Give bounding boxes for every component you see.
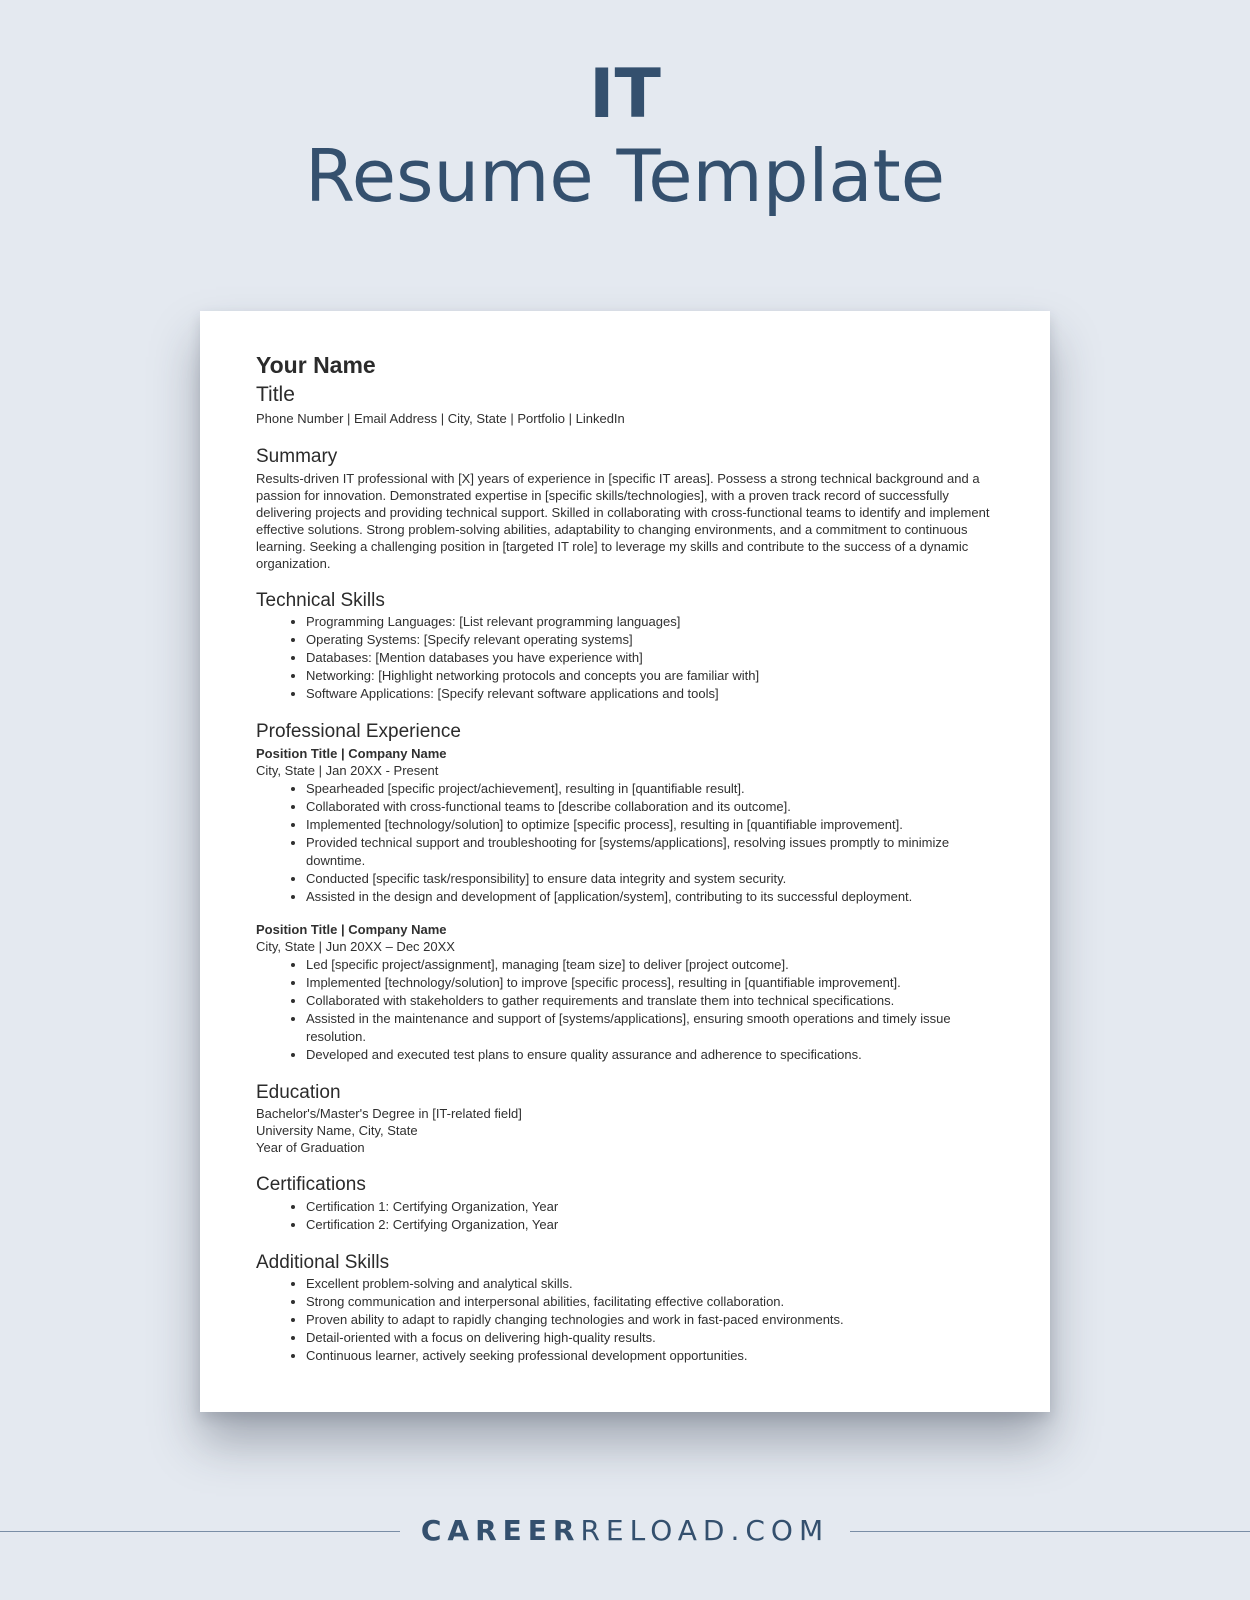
- education-university: University Name, City, State: [256, 1122, 418, 1138]
- additional-skills-section: [256, 1251, 994, 1366]
- certifications-section: [256, 1173, 994, 1234]
- footer-divider-left: [0, 1531, 400, 1532]
- footer-divider-right: [850, 1531, 1250, 1532]
- footer-brand-bold: CAREER: [420, 1514, 581, 1547]
- job-meta: City, State | Jan 20XX - Present: [256, 763, 439, 779]
- job-entry: [256, 921, 994, 1064]
- list-item: • Collaborated with cross-functional teams to [describe collaboration and its outcome].: [306, 798, 994, 816]
- certifications-heading: Certifications: [256, 1173, 366, 1195]
- list-item: • Conducted [specific task/responsibility] to ensure data integrity and system security.: [306, 870, 994, 888]
- list-item: • Led [specific project/assignment], managing [team size] to deliver [project outcome].: [306, 956, 994, 974]
- list-item: • Networking: [Highlight networking protocols and concepts you are familiar with]: [306, 667, 994, 685]
- summary-section: [256, 445, 994, 572]
- list-item: • Databases: [Mention databases you have experience with]: [306, 649, 994, 667]
- list-item: • Detail-oriented with a focus on delivering high-quality results.: [306, 1329, 994, 1347]
- list-item: • Assisted in the maintenance and support of [systems/applications], ensuring smooth operations and timely issue resolution.: [306, 1010, 994, 1046]
- list-item: • Implemented [technology/solution] to improve [specific process], resulting in [quantifiable improvement].: [306, 974, 994, 992]
- banner-title: IT: [589, 55, 661, 134]
- footer-brand: [400, 1514, 850, 1547]
- list-item: • Strong communication and interpersonal abilities, facilitating effective collaboration.: [306, 1293, 994, 1311]
- education-heading: Education: [256, 1082, 341, 1104]
- job-entry: [256, 745, 994, 906]
- footer-brand-light: RELOAD.COM: [580, 1514, 830, 1547]
- job-position: Position Title | Company Name: [256, 922, 447, 938]
- job-position: Position Title | Company Name: [256, 746, 447, 762]
- additional-skills-list: [256, 1275, 994, 1365]
- technical-skills-section: [256, 589, 994, 704]
- list-item: • Excellent problem-solving and analytical skills.: [306, 1275, 994, 1293]
- list-item: • Spearheaded [specific project/achievement], resulting in [quantifiable result].: [306, 780, 994, 798]
- list-item: • Collaborated with stakeholders to gather requirements and translate them into technical specifications.: [306, 992, 994, 1010]
- resume-title: Title: [256, 382, 295, 406]
- list-item: • Developed and executed test plans to ensure quality assurance and adherence to specifications.: [306, 1046, 994, 1064]
- experience-section: [256, 720, 994, 1064]
- technical-skills-list: [256, 613, 994, 703]
- list-item: • Programming Languages: [List relevant programming languages]: [306, 613, 994, 631]
- summary-text: Results-driven IT professional with [X] years of experience in [specific IT areas]. Possess a strong technical background and a passion for innovation. Demonstrated expertise in [specific skills/technologies], with a proven track record of successfully delivering projects and providing technical support. Skilled in collaborating with cross-functional teams to identify and implement effective solutions. Strong problem-solving abilities, adaptability to changing environments, and a commitment to continuous learning. Seeking a challenging position in [targeted IT role] to leverage my skills and contribute to the success of a dynamic organization.: [256, 470, 990, 571]
- banner: [0, 55, 1250, 218]
- additional-skills-heading: Additional Skills: [256, 1251, 390, 1273]
- job-bullets: [256, 956, 994, 1064]
- list-item: • Certification 1: Certifying Organization, Year: [306, 1198, 994, 1216]
- job-meta: City, State | Jun 20XX – Dec 20XX: [256, 939, 455, 955]
- summary-heading: Summary: [256, 445, 338, 467]
- list-item: • Software Applications: [Specify relevant software applications and tools]: [306, 685, 994, 703]
- experience-heading: Professional Experience: [256, 721, 461, 743]
- education-degree: Bachelor's/Master's Degree in [IT-related field]: [256, 1105, 522, 1121]
- list-item: • Operating Systems: [Specify relevant operating systems]: [306, 631, 994, 649]
- list-item: • Assisted in the design and development of [application/system], contributing to its successful deployment.: [306, 888, 994, 906]
- list-item: • Continuous learner, actively seeking professional development opportunities.: [306, 1347, 994, 1365]
- certifications-list: [256, 1198, 994, 1234]
- list-item: • Proven ability to adapt to rapidly changing technologies and work in fast-paced environments.: [306, 1311, 994, 1329]
- list-item: • Implemented [technology/solution] to optimize [specific process], resulting in [quantifiable improvement].: [306, 816, 994, 834]
- list-item: • Provided technical support and troubleshooting for [systems/applications], resolving issues promptly to minimize downtime.: [306, 834, 994, 870]
- education-section: [256, 1081, 994, 1156]
- banner-subtitle: Resume Template: [304, 133, 946, 218]
- list-item: • Certification 2: Certifying Organization, Year: [306, 1216, 994, 1234]
- contact-line: Phone Number | Email Address | City, State | Portfolio | LinkedIn: [256, 410, 625, 426]
- job-bullets: [256, 780, 994, 906]
- technical-skills-heading: Technical Skills: [256, 589, 385, 611]
- education-year: Year of Graduation: [256, 1139, 365, 1155]
- footer: [0, 1510, 1250, 1554]
- resume-name: Your Name: [256, 352, 376, 378]
- resume-page: [200, 311, 1050, 1412]
